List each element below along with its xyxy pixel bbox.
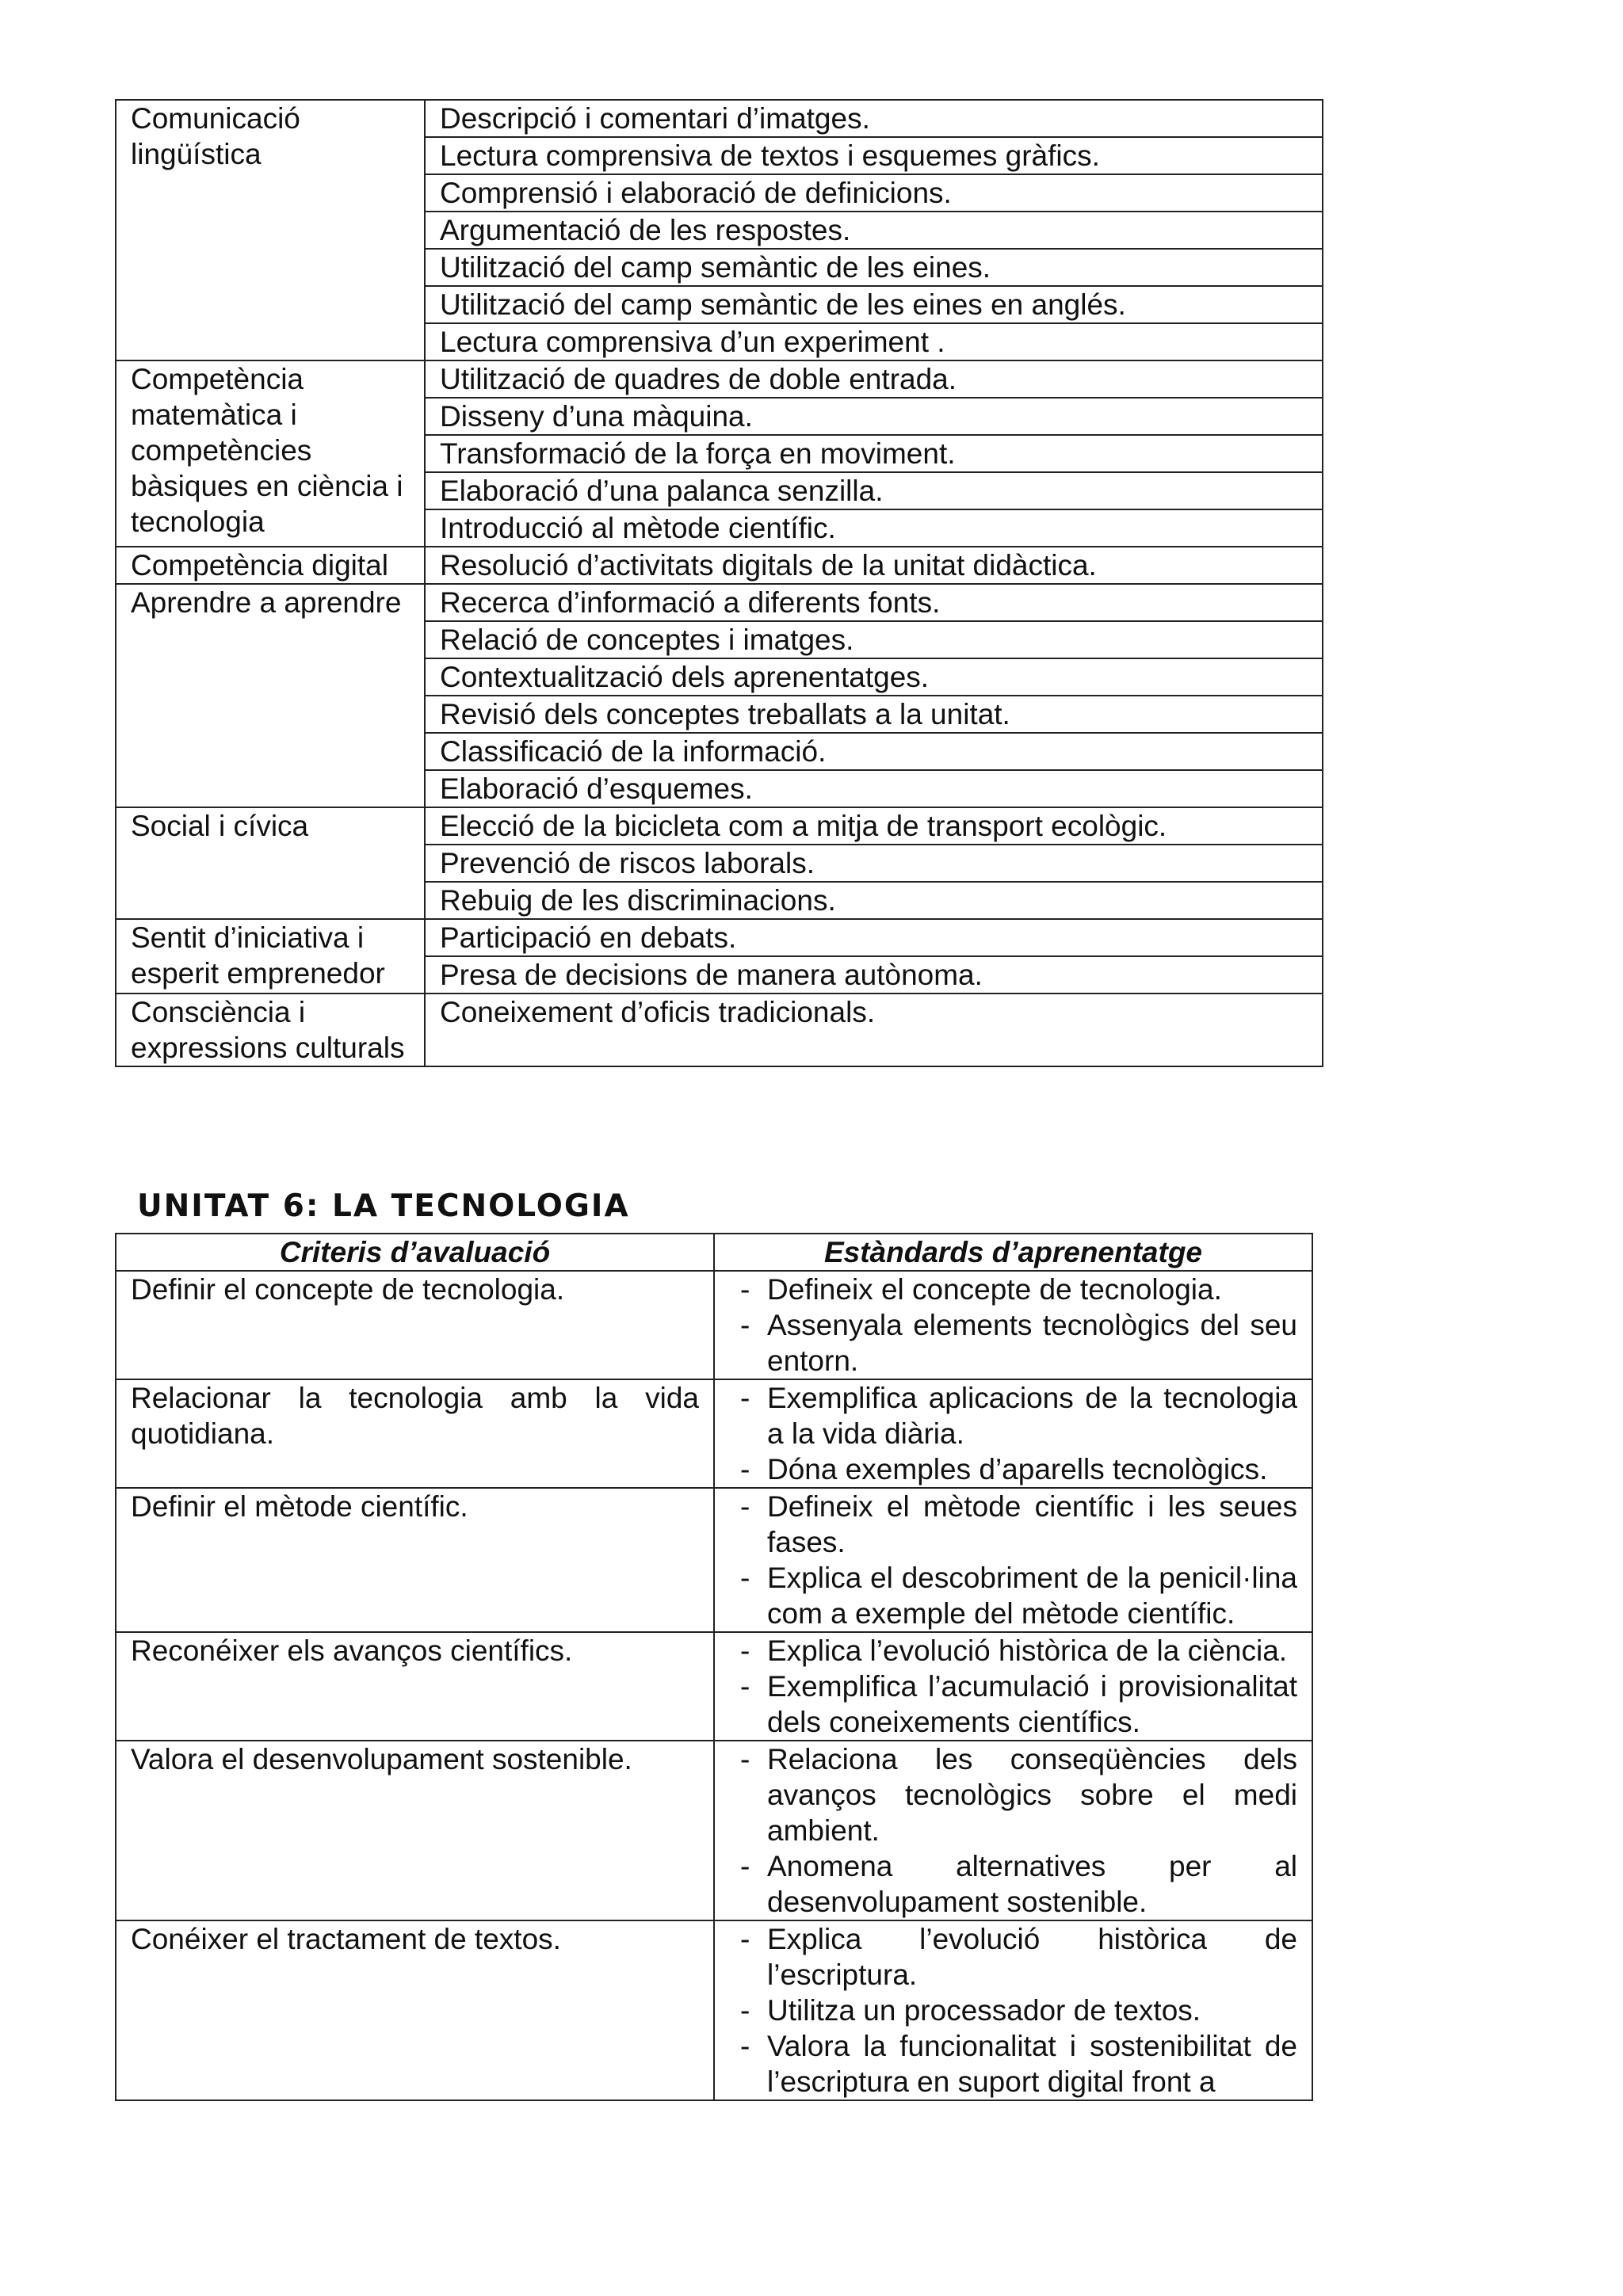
competency-item: Elaboració d’esquemes.: [425, 770, 1323, 807]
competency-item: Lectura comprensiva de textos i esquemes gràfics.: [425, 137, 1323, 174]
competency-area: Sentit d’iniciativa i esperit emprenedor: [116, 919, 425, 994]
standards-cell: [714, 1488, 1312, 1632]
list-item: - Assenyala elements tecnològics del seu entorn.: [729, 1307, 1297, 1379]
standards-cell: [714, 1379, 1312, 1488]
standards-cell: [714, 1741, 1312, 1920]
competency-item: Utilització del camp semàntic de les eines en anglés.: [425, 286, 1323, 323]
list-item: - Valora la funcionalitat i sostenibilitat de l’escriptura en suport digital front a: [729, 2028, 1297, 2100]
competency-item: Utilització de quadres de doble entrada.: [425, 360, 1323, 398]
table-row: [116, 100, 1323, 137]
standards-list: [729, 1921, 1297, 2100]
table-row: [116, 807, 1323, 845]
competency-area: Competència matemàtica i competències bàsiques en ciència i tecnologia: [116, 360, 425, 547]
criterion-cell: Definir el concepte de tecnologia.: [116, 1271, 714, 1379]
table-row: [116, 1379, 1312, 1488]
competency-item: Comprensió i elaboració de definicions.: [425, 174, 1323, 212]
list-item: - Explica l’evolució històrica de l’escriptura.: [729, 1921, 1297, 1993]
list-item: - Exemplifica aplicacions de la tecnologia a la vida diària.: [729, 1380, 1297, 1451]
competency-item: Coneixement d’oficis tradicionals.: [425, 994, 1323, 1066]
competency-item: Disseny d’una màquina.: [425, 398, 1323, 435]
competency-item: Elecció de la bicicleta com a mitja de transport ecològic.: [425, 807, 1323, 845]
table-row: [116, 1632, 1312, 1741]
table-row: [116, 994, 1323, 1066]
standards-cell: [714, 1271, 1312, 1379]
list-item: - Anomena alternatives per al desenvolupament sostenible.: [729, 1848, 1297, 1920]
competency-item: Elaboració d’una palanca senzilla.: [425, 472, 1323, 509]
table-row: [116, 584, 1323, 621]
competency-item: Relació de conceptes i imatges.: [425, 621, 1323, 658]
list-item: - Defineix el concepte de tecnologia.: [729, 1272, 1297, 1307]
list-item: - Utilitza un processador de textos.: [729, 1993, 1297, 2028]
competency-item: Prevenció de riscos laborals.: [425, 845, 1323, 882]
competency-area: Competència digital: [116, 547, 425, 584]
competency-item: Contextualització dels aprenentatges.: [425, 658, 1323, 696]
competency-area: Comunicació lingüística: [116, 100, 425, 360]
evaluation-table: [115, 1233, 1313, 2101]
list-item: - Explica el descobriment de la penicil·lina com a exemple del mètode científic.: [729, 1560, 1297, 1631]
competency-item: Participació en debats.: [425, 919, 1323, 956]
table-row: [116, 1271, 1312, 1379]
list-item: - Exemplifica l’acumulació i provisionalitat dels coneixements científics.: [729, 1669, 1297, 1740]
standards-list: [729, 1380, 1297, 1487]
evaluation-header-row: [116, 1234, 1312, 1271]
competency-item: Transformació de la força en moviment.: [425, 435, 1323, 472]
competency-item: Lectura comprensiva d’un experiment .: [425, 323, 1323, 360]
competency-item: Argumentació de les respostes.: [425, 212, 1323, 249]
competency-item: Descripció i comentari d’imatges.: [425, 100, 1323, 137]
criterion-cell: Definir el mètode científic.: [116, 1488, 714, 1632]
criterion-cell: Relacionar la tecnologia amb la vida quotidiana.: [116, 1379, 714, 1488]
table-row: [116, 919, 1323, 956]
standards-cell: [714, 1920, 1312, 2100]
table-row: [116, 1488, 1312, 1632]
standards-cell: [714, 1632, 1312, 1741]
table-row: [116, 360, 1323, 398]
unit-title: UNITAT 6: LA TECNOLOGIA: [137, 1188, 630, 1224]
list-item: - Relaciona les conseqüències dels avanços tecnològics sobre el medi ambient.: [729, 1741, 1297, 1848]
standards-list: [729, 1741, 1297, 1920]
standards-header: Estàndards d’aprenentatge: [714, 1234, 1312, 1271]
criterion-cell: Reconéixer els avanços científics.: [116, 1632, 714, 1741]
table-row: [116, 1741, 1312, 1920]
competency-item: Rebuig de les discriminacions.: [425, 882, 1323, 919]
competency-item: Introducció al mètode científic.: [425, 509, 1323, 547]
criterion-cell: Valora el desenvolupament sostenible.: [116, 1741, 714, 1920]
competency-area: Consciència i expressions culturals: [116, 994, 425, 1066]
criteria-header: Criteris d’avaluació: [116, 1234, 714, 1271]
list-item: - Defineix el mètode científic i les seues fases.: [729, 1489, 1297, 1560]
competency-area: Aprendre a aprendre: [116, 584, 425, 807]
competency-item: Classificació de la informació.: [425, 733, 1323, 770]
standards-list: [729, 1489, 1297, 1631]
list-item: - Explica l’evolució històrica de la ciència.: [729, 1633, 1297, 1669]
table-row: [116, 547, 1323, 584]
competency-item: Presa de decisions de manera autònoma.: [425, 956, 1323, 994]
competency-item: Resolució d’activitats digitals de la unitat didàctica.: [425, 547, 1323, 584]
standards-list: [729, 1633, 1297, 1740]
competencies-table: [115, 99, 1323, 1067]
criterion-cell: Conéixer el tractament de textos.: [116, 1920, 714, 2100]
competency-area: Social i cívica: [116, 807, 425, 919]
standards-list: [729, 1272, 1297, 1379]
competency-item: Utilització del camp semàntic de les eines.: [425, 249, 1323, 286]
competency-item: Revisió dels conceptes treballats a la unitat.: [425, 696, 1323, 733]
table-row: [116, 1920, 1312, 2100]
list-item: - Dóna exemples d’aparells tecnològics.: [729, 1451, 1297, 1487]
competency-item: Recerca d’informació a diferents fonts.: [425, 584, 1323, 621]
